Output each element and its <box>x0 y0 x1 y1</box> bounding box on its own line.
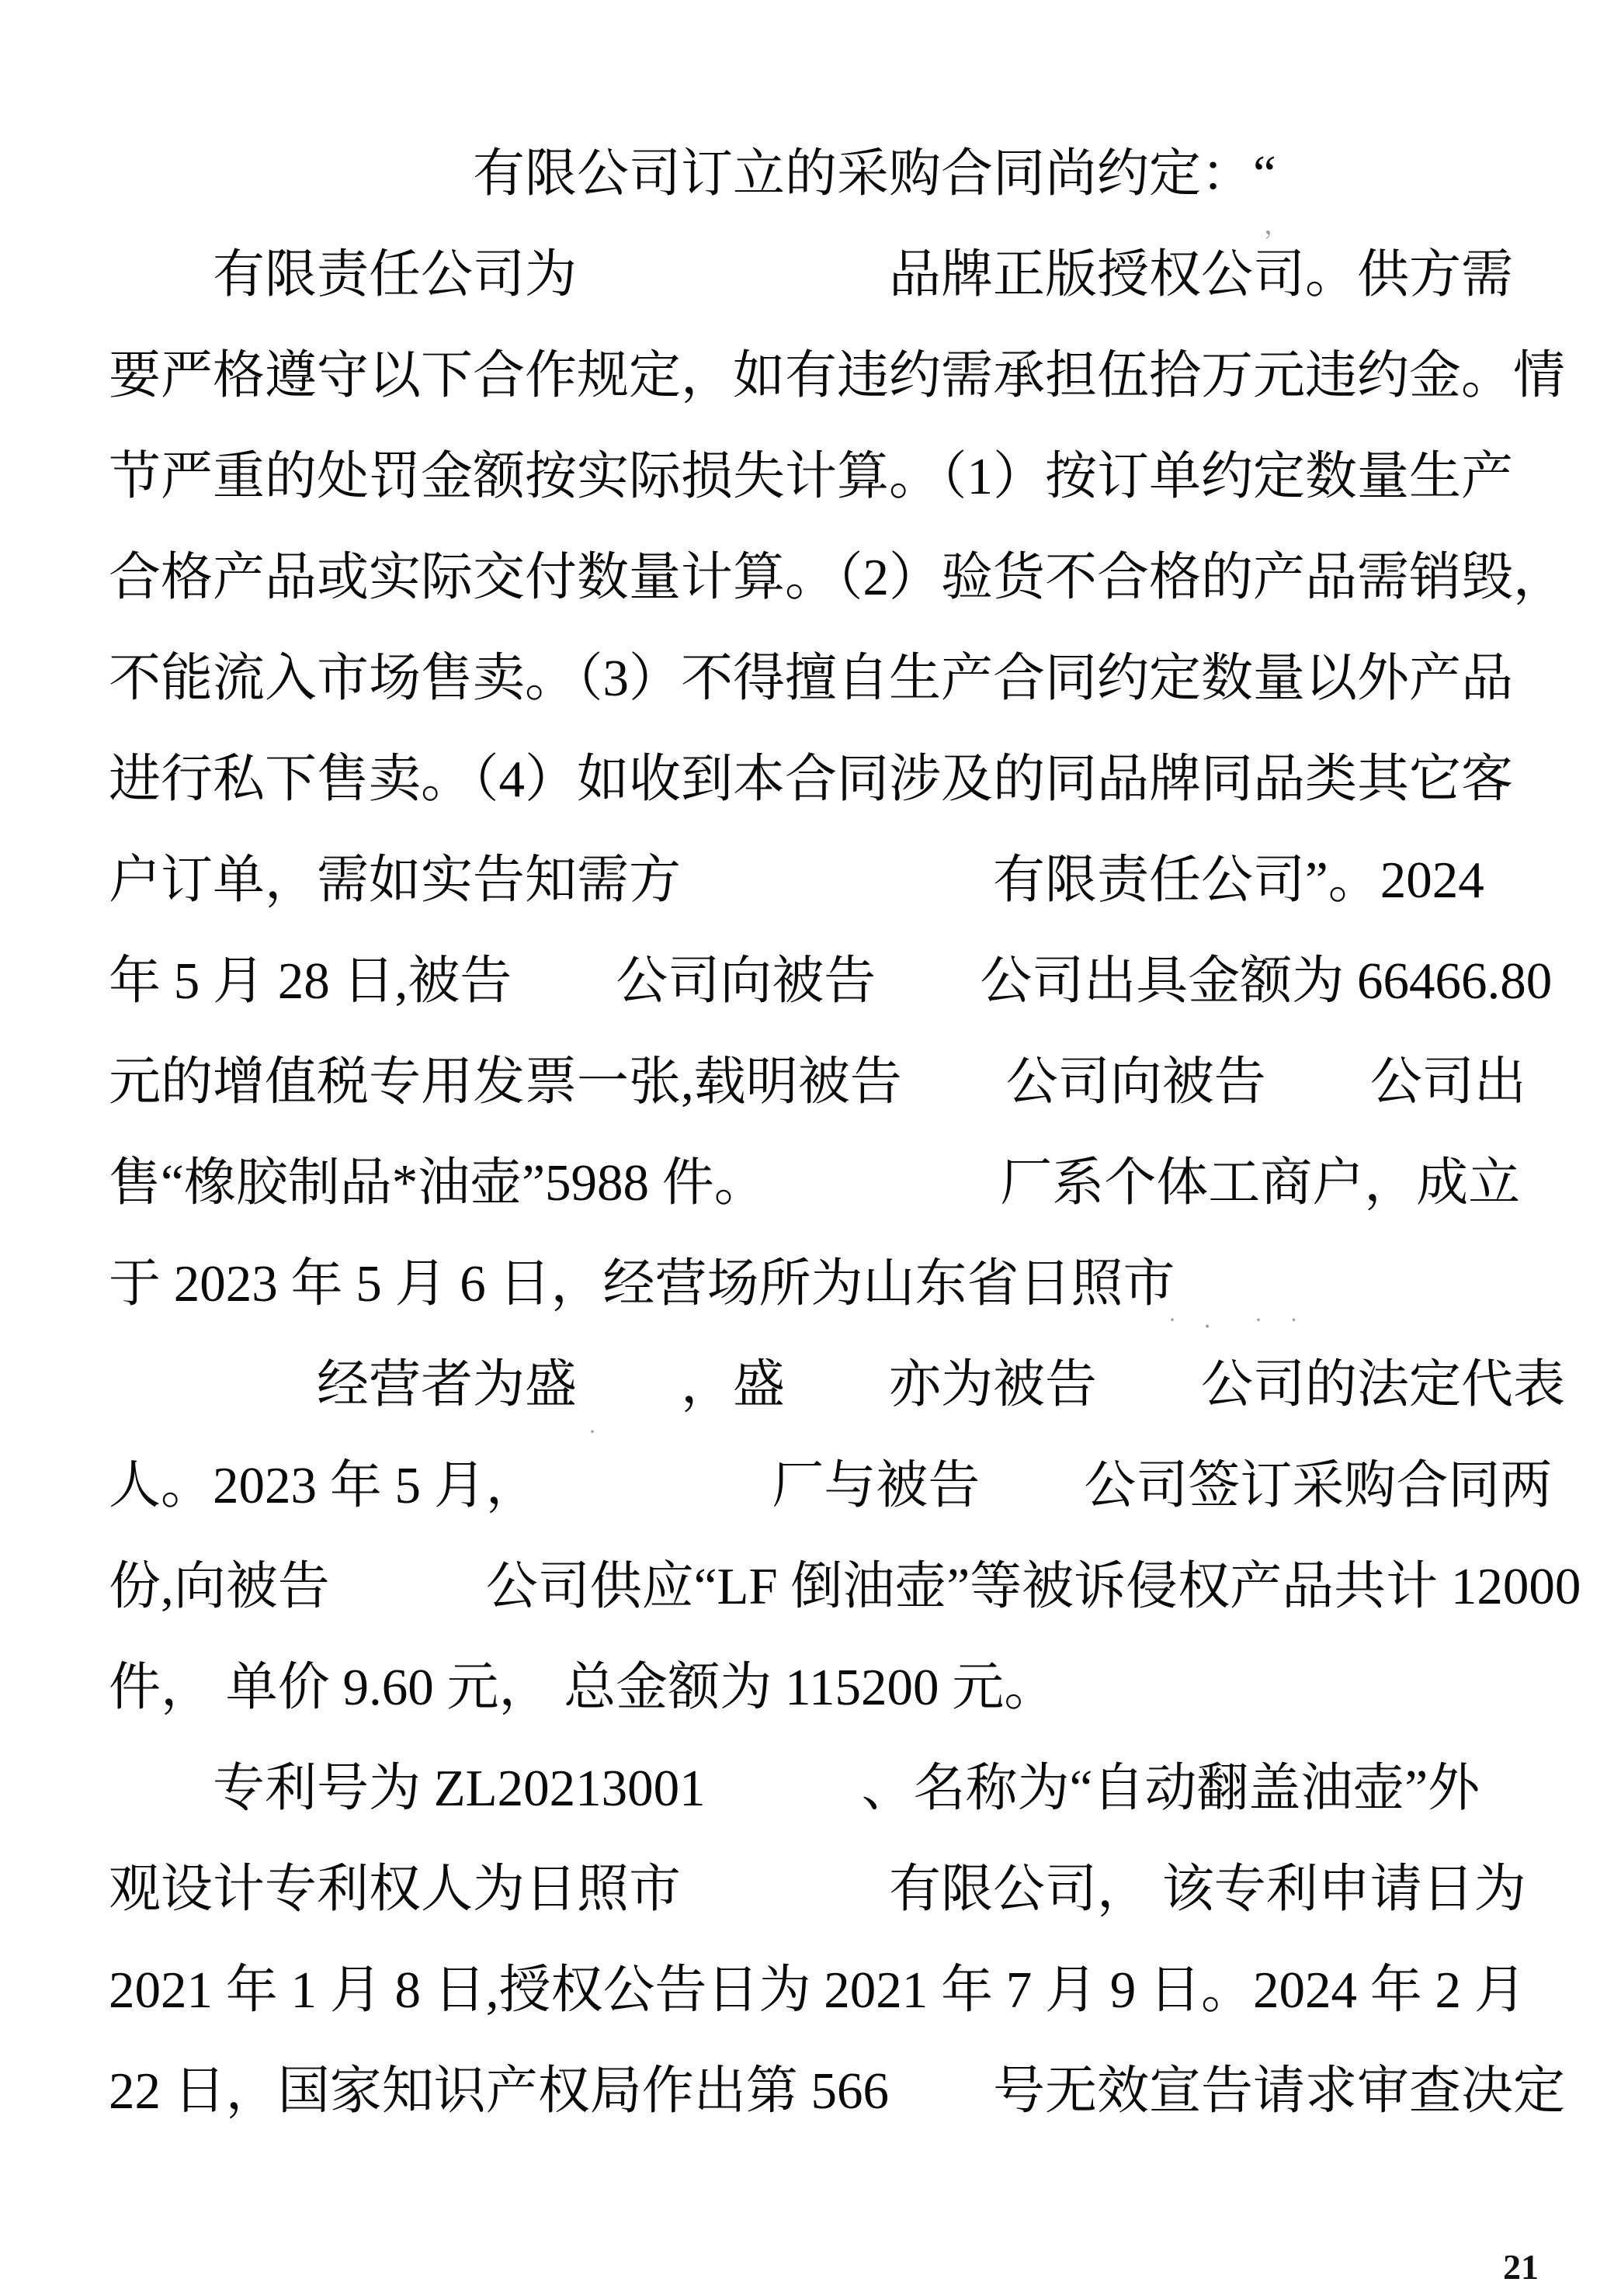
document-line: 户订单，需如实告知需方 有限责任公司”。2024 <box>109 851 1484 909</box>
document-line: 2021 年 1 月 8 日,授权公告日为 2021 年 7 月 9 日。2024 年 2 月 <box>109 1961 1526 2019</box>
scan-noise-dot: · <box>588 1419 607 1445</box>
document-line: 要严格遵守以下合作规定，如有违约需承担伍拾万元违约金。情 <box>109 347 1565 404</box>
document-line: 有限公司订立的采购合同尚约定：“ <box>109 145 1276 203</box>
document-line: 进行私下售卖。（4）如收到本合同涉及的同品牌同品类其它客 <box>109 751 1513 808</box>
document-line: 于 2023 年 5 月 6 日，经营场所为山东省日照市 <box>109 1255 1175 1313</box>
document-line: 不能流入市场售卖。（3）不得擅自生产合同约定数量以外产品 <box>109 650 1513 707</box>
document-line: 有限责任公司为 品牌正版授权公司。供方需 <box>109 246 1513 303</box>
scan-noise-comma: ， <box>1264 211 1301 240</box>
document-line: 节严重的处罚金额按实际损失计算。（1）按订单约定数量生产 <box>109 448 1513 505</box>
document-line: 元的增值税专用发票一张,载明被告 公司向被告 公司出 <box>109 1053 1526 1111</box>
document-line: 22 日，国家知识产权局作出第 566 号无效宣告请求审查决定 <box>109 2062 1565 2120</box>
page-number: 21 <box>1503 2247 1539 2287</box>
scan-noise-dots: · ． · · <box>1168 1307 1309 1333</box>
document-line: 专利号为 ZL20213001 、名称为“自动翻盖油壶”外 <box>109 1760 1480 1817</box>
document-line: 份,向被告 公司供应“LF 倒油壶”等被诉侵权产品共计 12000 <box>109 1558 1581 1615</box>
document-line: 年 5 月 28 日,被告 公司向被告 公司出具金额为 66466.80 <box>109 952 1553 1010</box>
document-line: 件， 单价 9.60 元， 总金额为 115200 元。 <box>109 1659 1057 1716</box>
judgment-text-block <box>109 123 1581 2142</box>
document-line: 合格产品或实际交付数量计算。（2）验货不合格的产品需销毁， <box>109 549 1565 606</box>
document-line: 售“橡胶制品*油壶”5988 件。 厂系个体工商户，成立 <box>109 1154 1521 1212</box>
document-line: 人。2023 年 5 月， 厂与被告 公司签订采购合同两 <box>109 1457 1553 1514</box>
document-line: 观设计专利权人为日照市 有限公司， 该专利申请日为 <box>109 1861 1526 1918</box>
document-line: 经营者为盛 ，盛 亦为被告 公司的法定代表 <box>109 1356 1565 1413</box>
